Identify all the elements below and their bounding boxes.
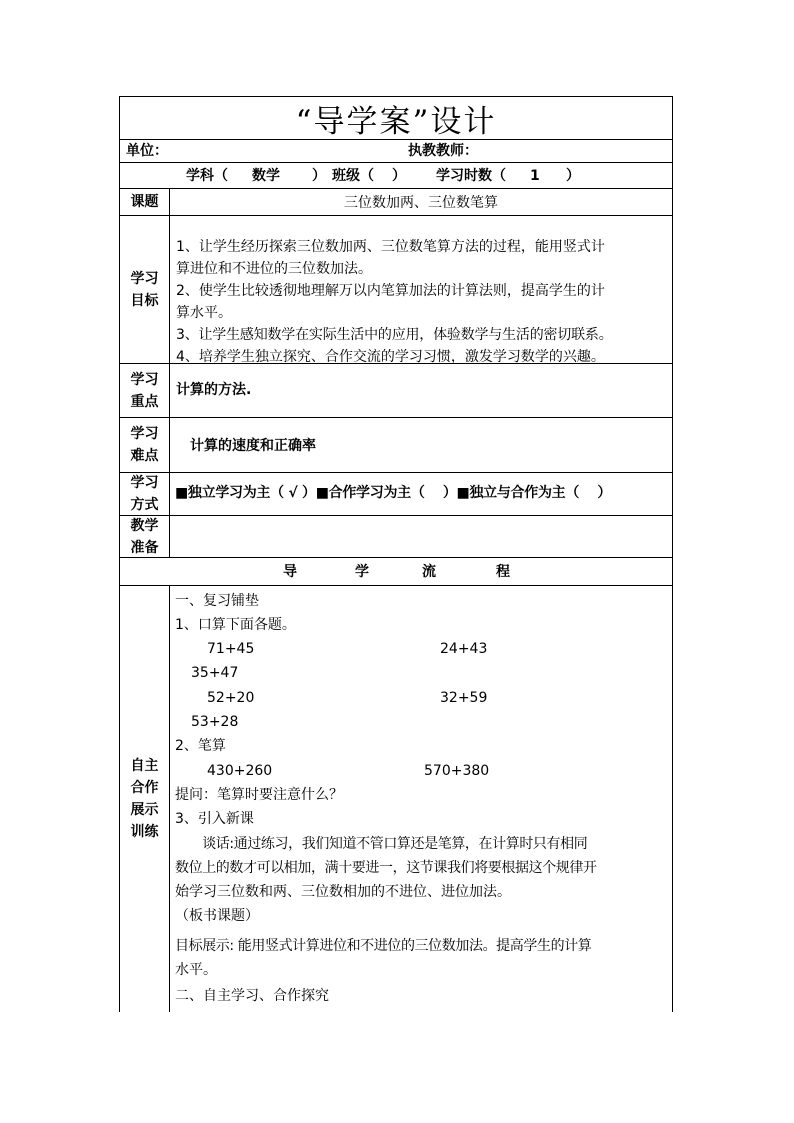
method-cell [170,473,673,516]
prep-cell [170,516,673,558]
guide-table [119,96,673,1012]
flow-side-label-line: 合作 [130,780,159,796]
difficulty-label [120,418,170,473]
flow-heading-row [120,558,673,586]
goals-label-line-1: 学习 [130,270,159,287]
q2-item: 570+380 [424,763,490,779]
subject-value: 数学 [252,168,280,184]
q1-item: 35+47 [191,665,239,681]
question-2-title: 2、笔算 [175,738,226,754]
prep-label-line-2: 准备 [130,539,159,556]
question-3-title: 3、引入新课 [175,811,254,827]
subject-label: 学科（ [186,168,228,184]
unit-teacher-row [120,140,673,163]
goals-label-line-2: 目标 [130,292,159,309]
goal-line: 算进位和不进位的三位数加法。 [176,261,372,277]
board-note: （板书课题） [175,908,259,924]
goal-line: 1、让学生经历探索三位数加两、三位数笔算方法的过程，能用竖式计 [176,239,605,255]
flow-side-label-stack [120,755,169,843]
q1-item: 71+45 [207,641,255,657]
flow-side-label-line: 训练 [130,824,159,840]
topic-value: 三位数加两、三位数笔算 [170,189,673,216]
intro-line: 数位上的数才可以相加，满十要进一，这节课我们将要根据这个规律开 [175,860,597,876]
flow-side-label [120,586,170,1012]
intro-line: 始学习三位数和两、三位数相加的不进位、进位加法。 [175,884,511,900]
method-label-line-1: 学习 [130,475,159,491]
goals-label [120,216,170,364]
target-line: 水平。 [175,962,217,978]
unit-label: 单位： [126,143,168,159]
intro-line: 谈话:通过练习，我们知道不管口算还是笔算，在计算时只有相同 [175,836,588,852]
class-close: ） [392,168,406,184]
q2-item: 430+260 [207,763,273,779]
key-label-line-2: 重点 [130,393,159,410]
key-cell [170,364,673,418]
hours-value: 1 [530,168,540,184]
flow-side-label-line: 自主 [130,758,159,774]
prep-label-line-1: 教学 [130,517,159,534]
prep-label [120,516,170,558]
flow-heading-char: 学 [355,564,369,580]
flow-heading-char: 导 [283,564,297,580]
q1-item: 52+20 [207,690,255,706]
q1-item: 53+28 [191,714,239,730]
goal-line: 算水平。 [176,305,232,321]
subject-close: ） [312,168,326,184]
goal-line: 2、使学生比较透彻地理解万以内笔算加法的计算法则，提高学生的计 [176,283,605,299]
goals-cell [170,216,673,364]
section-2-title: 二、自主学习、合作探究 [175,988,329,1004]
document-title: “导学案”设计 [120,97,673,140]
q1-item: 24+43 [440,641,488,657]
flow-heading-char: 流 [422,564,436,580]
difficulty-label-line-1: 学习 [130,426,159,442]
goals-list [176,236,670,368]
flow-content [170,586,673,1012]
goal-line: 4、培养学生独立探究、合作交流的学习习惯，激发学习数学的兴趣。 [176,349,605,365]
teacher-label: 执教教师： [408,143,478,159]
difficulty-value: 计算的速度和正确率 [190,438,316,454]
method-value: ■独立学习为主（ √ ）■合作学习为主（ ）■独立与合作为主（ ） [175,485,612,501]
method-label-line-2: 方式 [130,497,159,513]
method-label [120,473,170,516]
key-label-line-1: 学习 [130,371,159,388]
hours-close: ） [566,168,580,184]
class-label: 班级（ [332,168,374,184]
section-1-title: 一、复习铺垫 [175,593,259,609]
question-prompt: 提问：笔算时要注意什么？ [175,787,343,803]
question-1-title: 1、口算下面各题。 [175,617,296,633]
goal-line: 3、让学生感知数学在实际生活中的应用，体验数学与生活的密切联系。 [176,327,613,343]
key-label [120,364,170,418]
q1-item: 32+59 [440,690,488,706]
topic-label: 课题 [120,189,170,216]
key-value: 计算的方法. [176,382,252,398]
subject-row [120,163,673,189]
target-line: 目标展示: 能用竖式计算进位和不进位的三位数加法。提高学生的计算 [175,938,592,954]
flow-heading-char: 程 [496,564,510,580]
hours-label: 学习时数（ [436,168,506,184]
difficulty-label-line-2: 难点 [130,448,159,464]
flow-side-label-line: 展示 [130,802,159,818]
difficulty-cell [170,418,673,473]
